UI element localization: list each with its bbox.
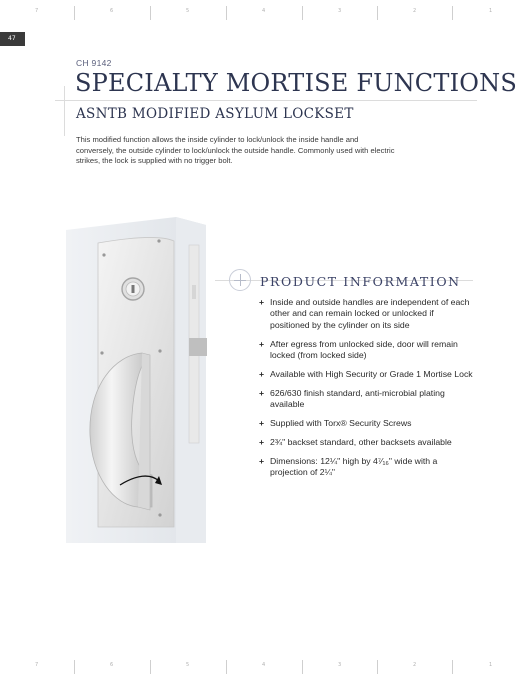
feature-item bbox=[258, 418, 473, 429]
plus-bullet-icon: + bbox=[259, 437, 265, 448]
screw-icon bbox=[102, 253, 105, 256]
title-vertical-rule bbox=[64, 86, 65, 136]
intro-paragraph: This modified function allows the inside cylinder to lock/unlock the inside handle and conversely, the outside cylinder to lock/unlock the outside handle. Commonly used with electric strikes, the lock is supplied with no trigger bolt. bbox=[76, 135, 395, 166]
ruler-number: 6 bbox=[110, 662, 114, 668]
ruler-number: 4 bbox=[262, 662, 266, 668]
feature-item bbox=[258, 297, 473, 331]
plus-bullet-icon: + bbox=[259, 338, 265, 349]
feature-text: 626/630 finish standard, anti-microbial plating available bbox=[270, 387, 445, 410]
top-crop-ruler bbox=[0, 6, 527, 20]
product-code: CH 9142 bbox=[76, 58, 112, 68]
ruler-tick bbox=[377, 6, 378, 20]
ruler-tick bbox=[452, 660, 453, 674]
bottom-crop-ruler bbox=[0, 660, 527, 674]
screw-icon bbox=[158, 349, 161, 352]
latch-bolt bbox=[189, 338, 207, 356]
feature-text: Supplied with Torx® Security Screws bbox=[270, 418, 412, 429]
feature-list bbox=[258, 297, 473, 486]
ruler-tick bbox=[74, 660, 75, 674]
feature-item bbox=[258, 456, 473, 479]
ruler-tick bbox=[302, 660, 303, 674]
feature-text: Inside and outside handles are independent of each other and can remain locked or unlocked if positioned by the cylinder on its side bbox=[270, 297, 470, 330]
ruler-tick bbox=[150, 6, 151, 20]
product-info-heading: PRODUCT INFORMATION bbox=[260, 274, 461, 289]
feature-item bbox=[258, 369, 473, 380]
ruler-number: 1 bbox=[489, 662, 493, 668]
plus-bullet-icon: + bbox=[259, 456, 265, 467]
ruler-tick bbox=[226, 6, 227, 20]
ruler-tick bbox=[302, 6, 303, 20]
page-subtitle: ASNTB MODIFIED ASYLUM LOCKSET bbox=[76, 106, 354, 122]
ruler-number: 7 bbox=[35, 8, 39, 14]
ruler-tick bbox=[226, 660, 227, 674]
ruler-tick bbox=[452, 6, 453, 20]
ruler-number: 5 bbox=[186, 8, 190, 14]
ruler-tick bbox=[377, 660, 378, 674]
ruler-number: 3 bbox=[338, 8, 342, 14]
ruler-number: 2 bbox=[413, 662, 417, 668]
page-number-tab: 47 bbox=[0, 32, 25, 46]
screw-icon bbox=[158, 513, 161, 516]
lockset-illustration bbox=[66, 215, 221, 545]
ruler-number: 2 bbox=[413, 8, 417, 14]
ruler-tick bbox=[74, 6, 75, 20]
feature-text: After egress from unlocked side, door will remain locked (from locked side) bbox=[270, 338, 458, 360]
plus-bullet-icon: + bbox=[259, 418, 265, 429]
feature-item bbox=[258, 339, 473, 362]
ruler-number: 1 bbox=[489, 8, 493, 14]
ruler-number: 7 bbox=[35, 662, 39, 668]
feature-item bbox=[258, 437, 473, 448]
plus-bullet-icon: + bbox=[259, 368, 265, 379]
screw-icon bbox=[100, 351, 103, 354]
feature-item bbox=[258, 388, 473, 411]
title-divider bbox=[55, 100, 477, 101]
plus-bullet-icon: + bbox=[259, 297, 265, 307]
faceplate-mark bbox=[192, 285, 196, 299]
ruler-number: 5 bbox=[186, 662, 190, 668]
ruler-number: 4 bbox=[262, 8, 266, 14]
feature-text: Available with High Security or Grade 1 Mortise Lock bbox=[270, 368, 473, 379]
ruler-number: 6 bbox=[110, 8, 114, 14]
feature-text: 2¾" backset standard, other backsets available bbox=[270, 437, 452, 448]
plus-bullet-icon: + bbox=[259, 387, 265, 398]
keyhole-icon bbox=[132, 285, 135, 293]
page-title: SPECIALTY MORTISE FUNCTIONS bbox=[75, 69, 517, 97]
ruler-number: 3 bbox=[338, 662, 342, 668]
screw-icon bbox=[157, 239, 160, 242]
ruler-tick bbox=[150, 660, 151, 674]
plus-circle-icon bbox=[229, 269, 251, 291]
feature-text: Dimensions: 12¼" high by 4⁷⁄₁₆" wide with a projection of 2¼" bbox=[270, 456, 438, 478]
